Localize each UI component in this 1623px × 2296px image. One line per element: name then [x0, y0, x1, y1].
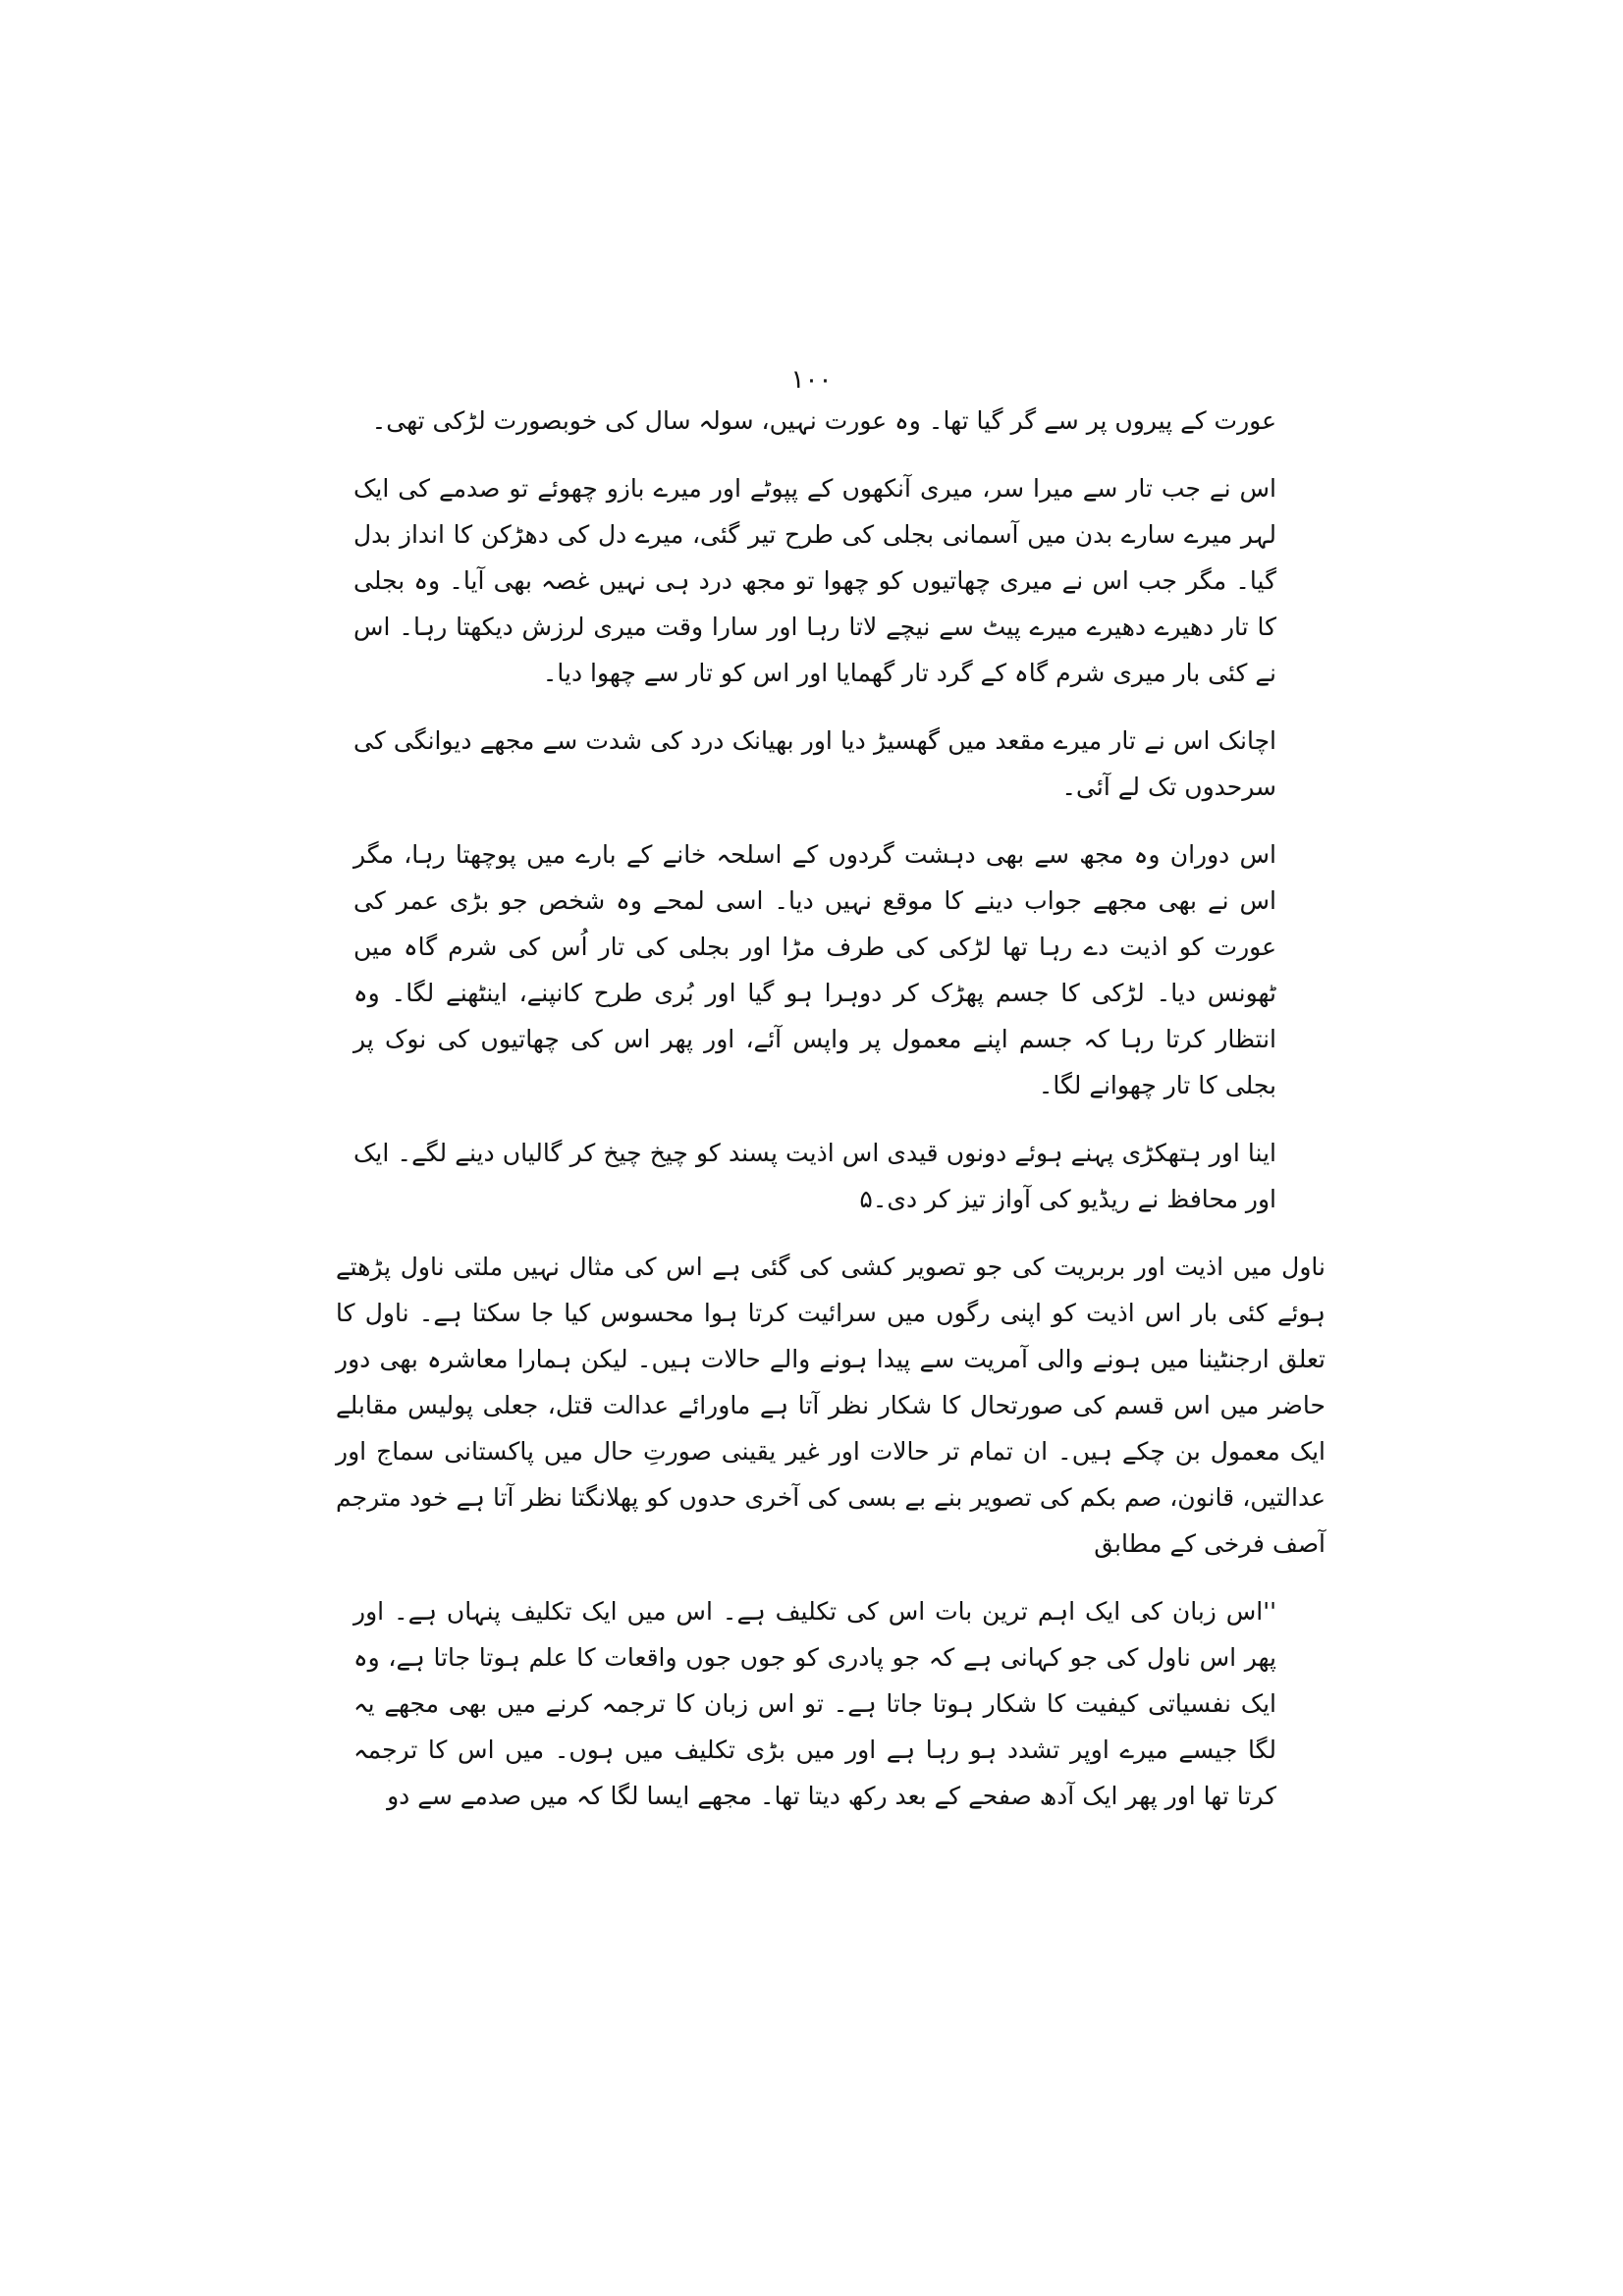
quote-paragraph-2: اس نے جب تار سے میرا سر، میری آنکھوں کے پپوٹے اور میرے بازو چھوئے تو صدمے کی ایک لہر میرے سارے بدن میں آسمانی بجلی کی طرح تیر گئی، میرے دل کی دھڑکن کا انداز بدل گیا۔ مگر جب اس نے میری چھاتیوں کو چھوا تو مجھ درد ہی نہیں غصہ بھی آیا۔ وہ بجلی کا تار دھیرے دھیرے میرے پیٹ سے نیچے لاتا رہا اور سارا وقت میری لرزش دیکھتا رہا۔ اس نے کئی بار میری شرم گاہ کے گرد تار گھمایا اور اس کو تار سے چھوا دیا۔ — [353, 474, 1276, 687]
quote-paragraph-4: اس دوران وہ مجھ سے بھی دہشت گردوں کے اسلحہ خانے کے بارے میں پوچھتا رہا، مگر اس نے بھی مجھے جواب دینے کا موقع نہیں دیا۔ اسی لمحے وہ شخص جو بڑی عمر کی عورت کو اذیت دے رہا تھا لڑکی کی طرف مڑا اور بجلی کی تار اُس کی شرم گاہ میں ٹھونس دیا۔ لڑکی کا جسم پھڑک کر دوہرا ہو گیا اور بُری طرح کانپنے، اینٹھنے لگا۔ وہ انتظار کرتا رہا کہ جسم اپنے معمول پر واپس آئے، اور پھر اس کی چھاتیوں کی نوک پر بجلی کا تار چھوانے لگا۔ — [353, 840, 1276, 1099]
quote-paragraph-6: ''اس زبان کی ایک اہم ترین بات اس کی تکلیف ہے۔ اس میں ایک تکلیف پنہاں ہے۔ اور پھر اس ناول کی جو کہانی ہے کہ جو پادری کو جوں جوں واقعات کا علم ہوتا جاتا ہے، وہ ایک نفسیاتی کیفیت کا شکار ہوتا جاتا ہے۔ تو اس زبان کا ترجمہ کرنے میں بھی مجھے یہ لگا جیسے میرے اوپر تشدد ہو رہا ہے اور میں بڑی تکلیف میں ہوں۔ میں اس کا ترجمہ کرتا تھا اور پھر ایک آدھ صفحے کے بعد رکھ دیتا تھا۔ مجھے ایسا لگا کہ میں صدمے سے دو — [353, 1597, 1276, 1810]
quote-paragraph-5: اینا اور ہتھکڑی پہنے ہوئے دونوں قیدی اس اذیت پسند کو چیخ چیخ کر گالیاں دینے لگے۔ ایک اور محافظ نے ریڈیو کی آواز تیز کر دی۔۵ — [353, 1139, 1276, 1213]
body-paragraph: ناول میں اذیت اور بربریت کی جو تصویر کشی کی گئی ہے اس کی مثال نہیں ملتی ناول پڑھتے ہوئے کئی بار اس اذیت کو اپنی رگوں میں سرائیت کرتا ہوا محسوس کیا جا سکتا ہے۔ ناول کا تعلق ارجنٹینا میں ہونے والی آمریت سے پیدا ہونے والے حالات ہیں۔ لیکن ہمارا معاشرہ بھی دور حاضر میں اس قسم کی صورتحال کا شکار نظر آتا ہے ماورائے عدالت قتل، جعلی پولیس مقابلے ایک معمول بن چکے ہیں۔ ان تمام تر حالات اور غیر یقینی صورتِ حال میں پاکستانی سماج اور عدالتیں، قانون، صم بکم کی تصویر بنے بے بسی کی آخری حدوں کو پھلانگتا نظر آتا ہے خود مترجم آصف فرخی کے مطابق — [336, 1253, 1325, 1558]
quote-paragraph-3: اچانک اس نے تار میرے مقعد میں گھسیڑ دیا اور بھیانک درد کی شدت سے مجھے دیوانگی کی سرحدوں تک لے آئی۔ — [353, 726, 1276, 801]
page-number: ۱۰۰ — [790, 365, 833, 395]
quote-paragraph-1: عورت کے پیروں پر سے گر گیا تھا۔ وہ عورت نہیں، سولہ سال کی خوبصورت لڑکی تھی۔ — [371, 406, 1276, 435]
page-body — [336, 398, 1325, 1841]
